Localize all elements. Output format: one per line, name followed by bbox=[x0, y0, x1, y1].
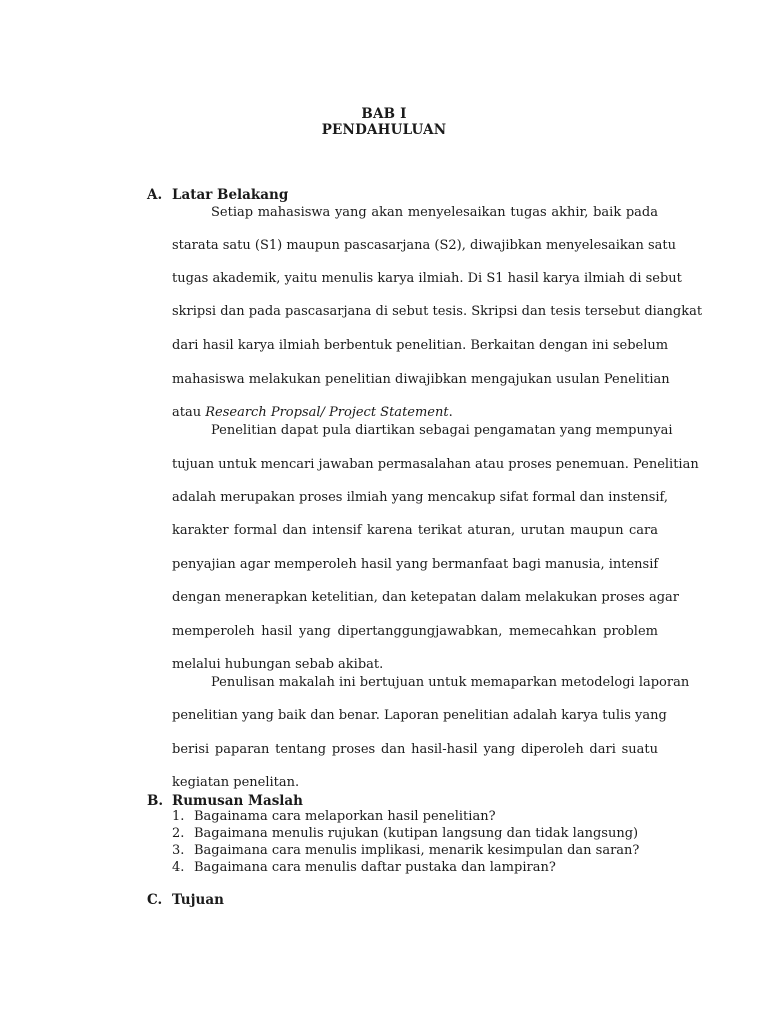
section-letter: A. bbox=[147, 187, 163, 203]
paragraph-line: skripsi dan pada pascasarjana di sebut tesis. Skripsi dan tesis tersebut diangkat bbox=[172, 304, 703, 319]
paragraph-line: Setiap mahasiswa yang akan menyelesaikan tugas akhir, baik pada bbox=[211, 205, 658, 220]
section-title: Latar Belakang bbox=[172, 187, 289, 203]
italic-term: Research Propsal/ Project Statement bbox=[205, 405, 449, 420]
paragraph-line: penyajian agar memperoleh hasil yang bermanfaat bagi manusia, intensif bbox=[172, 557, 659, 572]
paragraph-line: melalui hubungan sebab akibat. bbox=[172, 657, 384, 672]
list-text: Bagaimana menulis rujukan (kutipan langsung dan tidak langsung) bbox=[194, 826, 639, 841]
section-letter: C. bbox=[147, 892, 163, 908]
paragraph-line: tujuan untuk mencari jawaban permasalahan atau proses penemuan. Penelitian bbox=[172, 457, 699, 472]
paragraph-line: karakter formal dan intensif karena terikat aturan, urutan maupun cara bbox=[172, 523, 658, 538]
section-letter: B. bbox=[147, 793, 164, 809]
list-text: Bagaimana cara menulis implikasi, menarik kesimpulan dan saran? bbox=[194, 843, 640, 858]
paragraph-line: starata satu (S1) maupun pascasarjana (S2), diwajibkan menyelesaikan satu bbox=[172, 238, 677, 253]
list-text: Bagainama cara melaporkan hasil penelitian? bbox=[194, 809, 496, 824]
paragraph-line: berisi paparan tentang proses dan hasil-hasil yang diperoleh dari suatu bbox=[172, 742, 658, 757]
paragraph-line: adalah merupakan proses ilmiah yang mencakup sifat formal dan instensif, bbox=[172, 490, 669, 505]
paragraph-line: memperoleh hasil yang dipertanggungjawabkan, memecahkan problem bbox=[172, 624, 658, 639]
paragraph-line: mahasiswa melakukan penelitian diwajibkan mengajukan usulan Penelitian bbox=[172, 372, 670, 387]
list-item bbox=[172, 843, 639, 859]
paragraph-line-italic bbox=[172, 405, 658, 421]
section-title: Rumusan Maslah bbox=[172, 793, 303, 809]
list-item bbox=[172, 860, 556, 876]
paragraph-line: kegiatan penelitan. bbox=[172, 775, 300, 790]
list-number: 1. bbox=[172, 809, 185, 824]
paragraph-line: Penulisan makalah ini bertujuan untuk memaparkan metodelogi laporan bbox=[211, 675, 690, 690]
chapter-title: PENDAHULUAN bbox=[321, 122, 447, 138]
line-prefix: atau bbox=[172, 405, 206, 420]
paragraph-line: penelitian yang baik dan benar. Laporan penelitian adalah karya tulis yang bbox=[172, 708, 667, 723]
section-title: Tujuan bbox=[172, 892, 224, 908]
list-number: 2. bbox=[172, 826, 185, 841]
line-suffix: . bbox=[448, 405, 453, 420]
paragraph-line: dari hasil karya ilmiah berbentuk penelitian. Berkaitan dengan ini sebelum bbox=[172, 338, 669, 353]
list-item bbox=[172, 809, 496, 825]
list-number: 3. bbox=[172, 843, 185, 858]
chapter-number: BAB I bbox=[361, 106, 407, 122]
list-text: Bagaimana cara menulis daftar pustaka dan lampiran? bbox=[194, 860, 556, 875]
paragraph-line: tugas akademik, yaitu menulis karya ilmiah. Di S1 hasil karya ilmiah di sebut bbox=[172, 271, 682, 286]
paragraph-line: Penelitian dapat pula diartikan sebagai pengamatan yang mempunyai bbox=[211, 423, 673, 438]
list-number: 4. bbox=[172, 860, 185, 875]
list-item bbox=[172, 826, 638, 842]
paragraph-line: dengan menerapkan ketelitian, dan ketepatan dalam melakukan proses agar bbox=[172, 590, 679, 605]
